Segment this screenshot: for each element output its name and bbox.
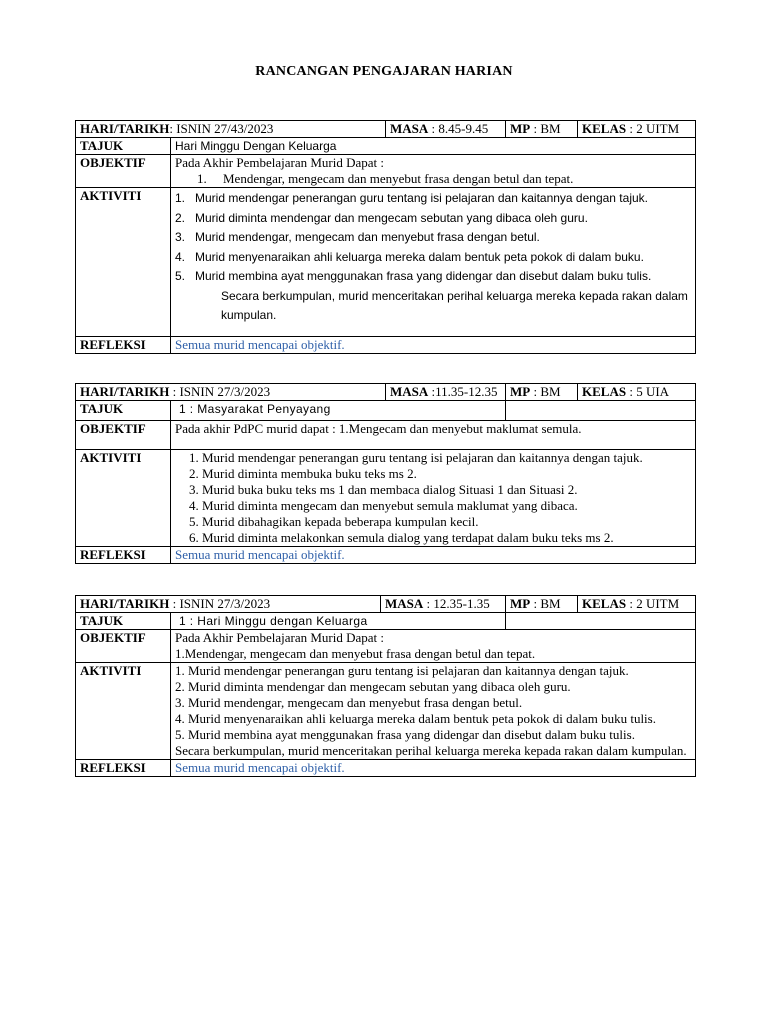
tajuk-label: TAJUK (76, 138, 171, 155)
list-item: 5. Murid membina ayat menggunakan frasa yang didengar dan disebut dalam buku tulis. (175, 727, 635, 742)
objektif-intro: Pada Akhir Pembelajaran Murid Dapat : (175, 630, 385, 645)
objektif-item-text: Mendengar, mengecam dan menyebut frasa dengan betul dan tepat. (223, 171, 574, 186)
aktiviti-list (175, 450, 691, 546)
list-item: 3. Murid buka buku teks ms 1 dan membaca dialog Situasi 1 dan Situasi 2. (189, 482, 578, 497)
aktiviti-row (76, 188, 696, 337)
tajuk-value: 1 : Hari Minggu dengan Keluarga (171, 613, 506, 630)
refleksi-row (76, 337, 696, 354)
refleksi-row (76, 760, 696, 777)
plan-header-row (76, 384, 696, 401)
lesson-plan-2 (75, 383, 696, 564)
aktiviti-row (76, 450, 696, 547)
objektif-row (76, 155, 696, 188)
objektif-value (171, 630, 696, 663)
tajuk-value: Hari Minggu Dengan Keluarga (171, 138, 696, 155)
tajuk-label: TAJUK (76, 401, 171, 421)
kelas-label: KELAS (582, 384, 627, 399)
kelas-cell (578, 384, 696, 401)
refleksi-value: Semua murid mencapai objektif. (171, 760, 696, 777)
list-item (175, 189, 691, 209)
refleksi-value: Semua murid mencapai objektif. (171, 337, 696, 354)
tajuk-row (76, 138, 696, 155)
objektif-value: Pada akhir PdPC murid dapat : 1.Mengecam dan menyebut maklumat semula. (171, 421, 696, 450)
page-title: RANCANGAN PENGAJARAN HARIAN (255, 64, 513, 79)
objektif-row (76, 421, 696, 450)
plan-header-row (76, 121, 696, 138)
masa-cell (381, 596, 506, 613)
masa-label: MASA (385, 596, 424, 611)
kelas-value: : 2 UITM (626, 596, 680, 611)
aktiviti-list (175, 189, 691, 325)
mp-label: MP (510, 596, 531, 611)
hari-value: : ISNIN 27/3/2023 (169, 596, 271, 611)
plan-header-row (76, 596, 696, 613)
list-item: 4. Murid menyenaraikan ahli keluarga mereka dalam bentuk peta pokok di dalam buku tulis. (175, 711, 656, 726)
hari-label: HARI/TARIKH (80, 121, 170, 136)
lesson-plan-1 (75, 120, 696, 354)
hari-tarikh-cell (76, 121, 386, 138)
tajuk-empty (506, 613, 696, 630)
kelas-cell (578, 121, 696, 138)
list-item-number: 1. (175, 191, 186, 205)
list-item (175, 209, 691, 229)
hari-value: : ISNIN 27/3/2023 (169, 384, 271, 399)
masa-cell (386, 384, 506, 401)
list-item (175, 267, 691, 287)
refleksi-label: REFLEKSI (76, 547, 171, 564)
list-item-text: Murid menyenaraikan ahli keluarga mereka dalam bentuk peta pokok di dalam buku. (195, 249, 644, 264)
aktiviti-value (171, 188, 696, 337)
kelas-value: : 5 UIA (626, 384, 670, 399)
list-item-extra: Secara berkumpulan, murid menceritakan perihal keluarga mereka kepada rakan dalam kumpulan. (221, 288, 688, 322)
aktiviti-label: AKTIVITI (76, 663, 171, 760)
list-item-text: Murid membina ayat menggunakan frasa yang didengar dan disebut dalam buku tulis. (195, 269, 652, 283)
aktiviti-label: AKTIVITI (76, 450, 171, 547)
masa-value: : 8.45-9.45 (428, 121, 489, 136)
list-item: 5. Murid dibahagikan kepada beberapa kumpulan kecil. (189, 514, 479, 529)
refleksi-value: Semua murid mencapai objektif. (171, 547, 696, 564)
masa-value: :11.35-12.35 (428, 384, 498, 399)
aktiviti-value (171, 663, 696, 760)
list-item: 6. Murid diminta melakonkan semula dialog yang terdapat dalam buku teks ms 2. (189, 530, 614, 545)
list-item-text: Murid mendengar, mengecam dan menyebut frasa dengan betul. (195, 230, 540, 244)
list-item (175, 248, 691, 268)
mp-label: MP (510, 121, 531, 136)
masa-cell (386, 121, 506, 138)
objektif-value (171, 155, 696, 188)
aktiviti-value (171, 450, 696, 547)
refleksi-label: REFLEKSI (76, 337, 171, 354)
hari-label: HARI/TARIKH (80, 384, 170, 399)
list-item-number: 5. (175, 269, 186, 283)
mp-value: : BM (530, 596, 561, 611)
tajuk-row (76, 613, 696, 630)
mp-label: MP (510, 384, 531, 399)
aktiviti-label: AKTIVITI (76, 188, 171, 337)
objektif-intro: Pada Akhir Pembelajaran Murid Dapat : (175, 155, 385, 170)
list-item: 2. Murid diminta membuka buku teks ms 2. (189, 466, 417, 481)
list-item (175, 228, 691, 248)
list-item: 1. Murid mendengar penerangan guru tentang isi pelajaran dan kaitannya dengan tajuk. (189, 450, 643, 465)
objektif-item: 1. Mendengar, mengecam dan menyebut frasa dengan betul dan tepat. (197, 171, 574, 186)
masa-value: : 12.35-1.35 (423, 596, 490, 611)
refleksi-label: REFLEKSI (76, 760, 171, 777)
list-item-text: Murid mendengar penerangan guru tentang isi pelajaran dan kaitannya dengan tajuk. (195, 191, 648, 205)
objektif-label: OBJEKTIF (76, 630, 171, 663)
tajuk-value: 1 : Masyarakat Penyayang (171, 401, 506, 421)
mp-value: : BM (530, 121, 561, 136)
hari-tarikh-cell (76, 384, 386, 401)
hari-value: : ISNIN 27/43/2023 (169, 121, 274, 136)
list-item: 1. Murid mendengar penerangan guru tentang isi pelajaran dan kaitannya dengan tajuk. (175, 663, 629, 678)
objektif-label: OBJEKTIF (76, 421, 171, 450)
masa-label: MASA (390, 384, 429, 399)
list-item: 4. Murid diminta mengecam dan menyebut semula maklumat yang dibaca. (189, 498, 578, 513)
list-item-number: 2. (175, 210, 186, 225)
list-item: Secara berkumpulan, murid menceritakan perihal keluarga mereka kepada rakan dalam kumpulan. (175, 743, 687, 758)
hari-tarikh-cell (76, 596, 381, 613)
tajuk-label: TAJUK (76, 613, 171, 630)
tajuk-row (76, 401, 696, 421)
aktiviti-list (175, 663, 691, 759)
tajuk-empty (506, 401, 696, 421)
kelas-cell (578, 596, 696, 613)
masa-label: MASA (390, 121, 429, 136)
list-item-number: 3. (175, 230, 186, 244)
objektif-item: 1.Mendengar, mengecam dan menyebut frasa dengan betul dan tepat. (175, 646, 536, 661)
list-item: 3. Murid mendengar, mengecam dan menyebut frasa dengan betul. (175, 695, 523, 710)
aktiviti-row (76, 663, 696, 760)
objektif-row (76, 630, 696, 663)
list-item-text: Murid diminta mendengar dan mengecam sebutan yang dibaca oleh guru. (195, 210, 588, 225)
mp-cell (506, 384, 578, 401)
kelas-value: : 2 UITM (626, 121, 680, 136)
mp-cell (506, 121, 578, 138)
list-item-number: 4. (175, 249, 186, 264)
mp-cell (506, 596, 578, 613)
mp-value: : BM (530, 384, 561, 399)
refleksi-row (76, 547, 696, 564)
hari-label: HARI/TARIKH (80, 596, 170, 611)
lesson-plan-3 (75, 595, 696, 777)
list-item: 2. Murid diminta mendengar dan mengecam sebutan yang dibaca oleh guru. (175, 679, 571, 694)
kelas-label: KELAS (582, 596, 627, 611)
kelas-label: KELAS (582, 121, 627, 136)
objektif-label: OBJEKTIF (76, 155, 171, 188)
